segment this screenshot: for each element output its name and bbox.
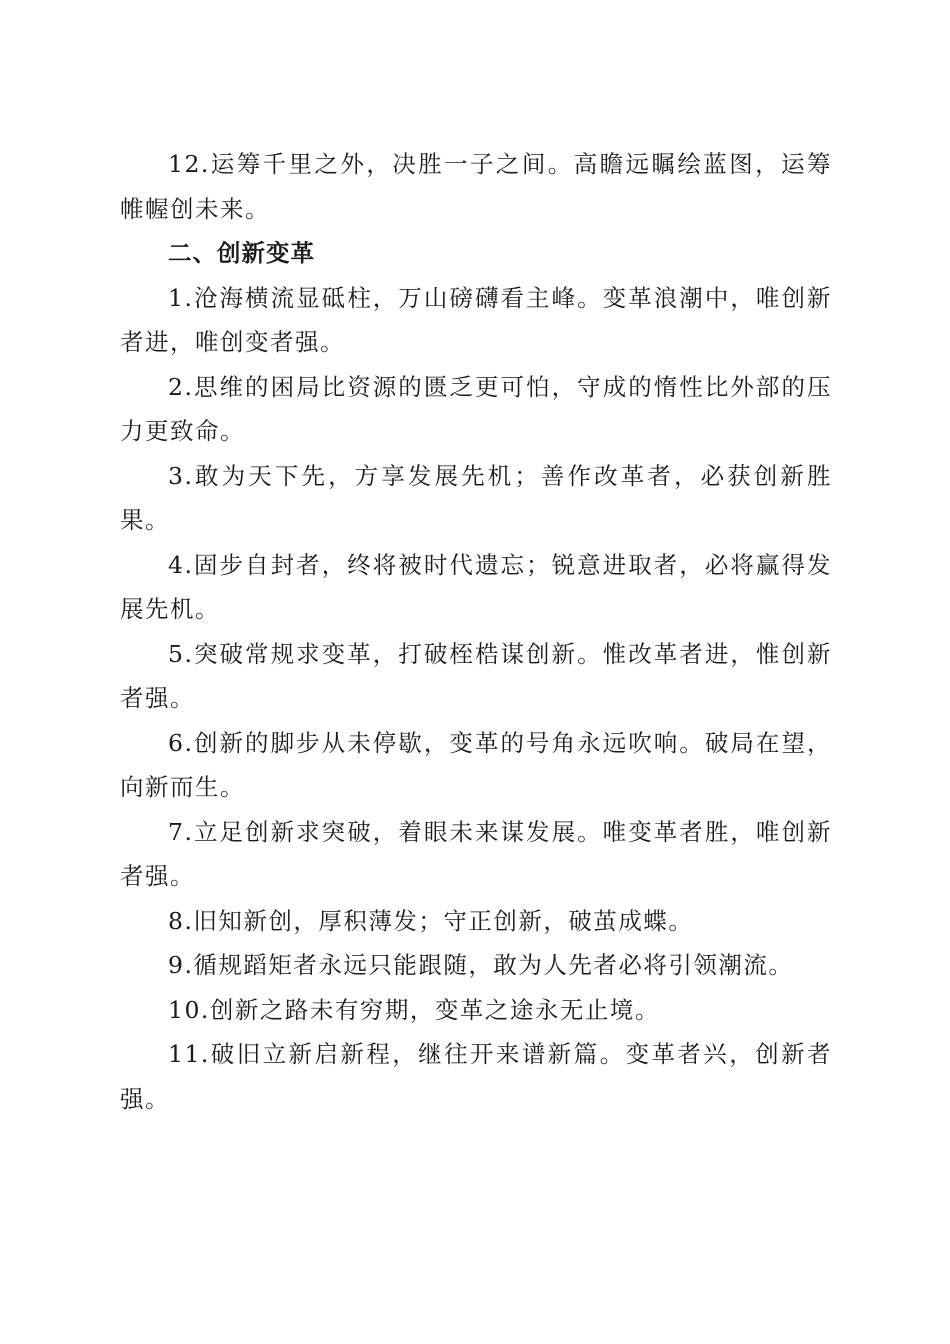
- document-body: [120, 142, 832, 1121]
- paragraph-7: 7.立足创新求突破，着眼未来谋发展。唯变革者胜，唯创新者强。: [120, 817, 832, 890]
- paragraph-4: 4.固步自封者，终将被时代遗忘；锐意进取者，必将赢得发展先机。: [120, 550, 832, 623]
- paragraph-8: 8.旧知新创，厚积薄发；守正创新，破茧成蝶。: [168, 906, 694, 935]
- paragraph-12: 12.运筹千里之外，决胜一子之间。高瞻远瞩绘蓝图，运筹帷幄创未来。: [120, 150, 832, 223]
- paragraph-5: 5.突破常规求变革，打破桎梏谋创新。惟改革者进，惟创新者强。: [120, 639, 832, 712]
- paragraph-3: 3.敢为天下先，方享发展先机；善作改革者，必获创新胜果。: [120, 461, 832, 534]
- paragraph-9: 9.循规蹈矩者永远只能跟随，敢为人先者必将引领潮流。: [168, 951, 794, 979]
- paragraph-11: 11.破旧立新启新程，继往开来谱新篇。变革者兴，创新者强。: [120, 1040, 832, 1113]
- paragraph-2: 2.思维的困局比资源的匮乏更可怕，守成的惰性比外部的压力更致命。: [120, 372, 832, 445]
- paragraph-6: 6.创新的脚步从未停歇，变革的号角永远吹响。破局在望，向新而生。: [120, 728, 832, 801]
- paragraph-10: 10.创新之路未有穷期，变革之途永无止境。: [168, 995, 660, 1024]
- section-heading: 二、创新变革: [168, 239, 315, 267]
- paragraph-1: 1.沧海横流显砥柱，万山磅礴看主峰。变革浪潮中，唯创新者进，唯创变者强。: [120, 283, 832, 356]
